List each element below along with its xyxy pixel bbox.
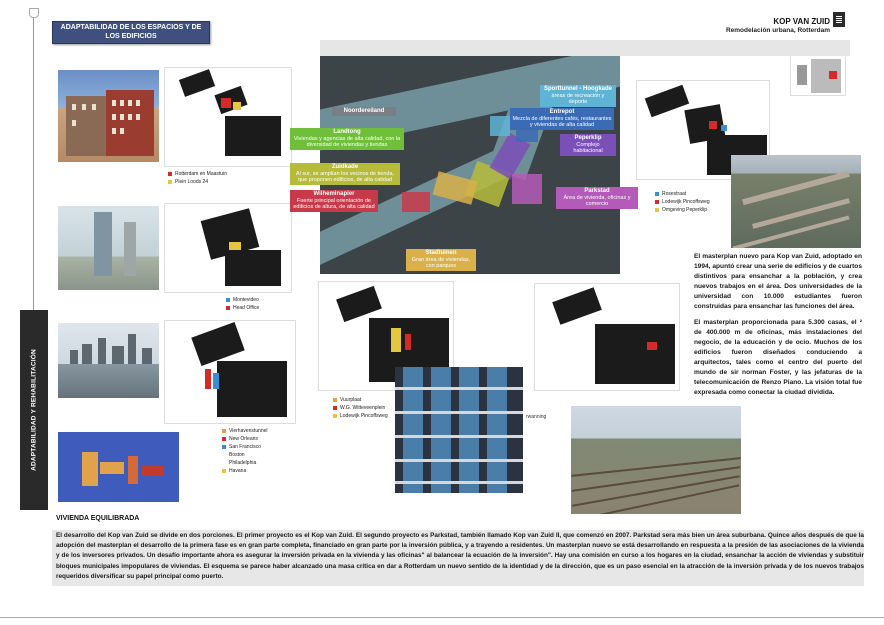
side-label: ADAPTABILIDAD Y REHABILITACIÓN [30, 349, 38, 471]
district-map-hotel [164, 67, 292, 167]
right-paragraph-1: El masterplan nuevo para Kop van Zuid, adoptado en 1994, apuntó crear una serie de edificios y de cuartos distintivos para ensanchar a la población, y crea nuevos trabajos en el área. Dos universidades de la universidad con 10.000 estudiantes fueron construidas para ensanchar las funciones del área. [694, 253, 862, 310]
map-tag-peperklip: Peperklip Complejo habitacional [560, 134, 616, 156]
map-tag-sporttunnel: Sporttunnel - Hoogkade áreas de recreación y deporte [540, 85, 616, 107]
header-band [320, 40, 850, 56]
legend-towers [226, 296, 306, 312]
project-title: KOP VAN ZUID [773, 17, 830, 26]
legend-right [655, 190, 735, 214]
section-title: ADAPTABILIDAD DE LOS ESPACIOS Y DE LOS EDIFICIOS [52, 21, 210, 44]
legend-item: Head Office [226, 304, 306, 312]
legend-item: Omgeving Peperklip [655, 206, 735, 214]
legend-item: Vuurplaat [333, 396, 403, 404]
district-map-middle-right [534, 283, 680, 391]
bottom-paragraph: El desarrollo del Kop van Zuid se divide en dos porciones. El primer proyecto es el Kop van Zuid. El segundo proyecto es Parkstad, también llamado Kop van Zuid II, que comenzó en 2007. Parkstad sera más bien un área suburbana. Quince años después de que la adopción del masterplan el desarrollo de la primera fase es en gran parte completa, financiado en gran parte por la inversión pública, y a trayendo a residentes. Un masterplan nuevo se está desarrollando en respuesta a la presión de las asociaciones de la vivienda y de los inversores privados. Un desafío importante ahora es asegurar la inversión privada en la vivienda y las oficinas" al balancear la ecuación de la inversión". Hay una comisión en curso a los hogares en la ciudad, ensanchar la acción de viviendas y substituir bloques municipales impopulares de viviendas. El esquema se parece haber alcanzado una masa crítica en dar a Rotterdam un nuevo sentido de la identidad y de la dirección, que es un paso esencial en la atracción de la inversión privada y de los nuevos trabajos requeridos diversificar su papel principal como puerto. [56, 532, 864, 580]
bottom-heading: VIVIENDA EQUILIBRADA [56, 515, 140, 522]
legend-item: W.G. Witteveenplein [333, 404, 403, 412]
legend-item: Boston [222, 451, 302, 459]
legend-middle [333, 396, 403, 420]
map-tag-noordereiland: Noordereiland [332, 107, 396, 116]
legend-item: New Orleans [222, 435, 302, 443]
apartment-building-photo [395, 367, 523, 493]
binder-ring [29, 8, 39, 18]
legend-item: Rosestraat [655, 190, 735, 198]
legend-item: Plein Loods 24 [168, 178, 248, 186]
district-map-towers [164, 203, 292, 293]
district-map-skyline [164, 320, 296, 424]
map-tag-entrepot: Entrepot Mezcla de diferentes cafés, restaurantes y viviendas de alta calidad [510, 108, 614, 130]
legend-hotel [168, 170, 248, 186]
side-rule [33, 18, 34, 310]
hotel-new-york-photo [58, 70, 159, 162]
legend-item: Rotterdam en Maastuin [168, 170, 248, 178]
right-paragraph-2: El masterplan proporcionada para 5.300 casas, el ² de 400.000 m de oficinas, más instalaciones del negocio, de la educación y de ocio. Muchos de los edificios fueron diseñados conduciendo a arquitectos, tales como el centro del puerto del mundo de sir norman Foster, y las jefaturas de la telecomunicación de Renzo Piano. La visión total fue expresada como conectar la ciudad dividida. [694, 319, 862, 396]
map-tag-wilheminapier: Wilheminapier Fuerte principal orientación de edificios de altura, de alta calidad [290, 190, 378, 212]
map-tag-stadtuinen: Stadtuinen Gran área de viviendas, con parques [406, 249, 476, 271]
legend-item: Montevideo [226, 296, 306, 304]
legend-item: Havana [222, 467, 302, 475]
cut-label: rwanning [526, 414, 547, 420]
side-label-bar [20, 310, 48, 510]
architectural-model-photo [58, 432, 179, 502]
footer-rule [0, 617, 884, 618]
legend-item: Philadelphia [222, 459, 302, 467]
high-rise-towers-photo [58, 206, 159, 290]
right-description [694, 252, 862, 404]
map-tag-parkstad: Parkstad Área de vivienda, oficinas y comercio [556, 187, 638, 209]
map-tag-landtong: Landtong Viviendas y agencias de alta calidad, con la diversidad de viviendas y tiendas [290, 128, 404, 150]
aerial-district-photo [731, 155, 861, 248]
legend-item: San Francisco [222, 443, 302, 451]
waterfront-skyline-photo [58, 323, 159, 398]
legend-item: Lodewijk Pincoffsweg [333, 412, 403, 420]
project-subtitle: Remodelación urbana, Rotterdam [725, 27, 830, 34]
document-icon [833, 12, 845, 27]
legend-item: Vierhavenstunnel [222, 427, 302, 435]
map-tag-zuidkade: Zuidkade Al sur, se amplían los vecinos de tienda, que proponen edificios, de alta calidad [290, 163, 400, 185]
legend-item: Lodewijk Pincoffsweg [655, 198, 735, 206]
rail-yard-photo [571, 406, 741, 514]
legend-skyline [222, 427, 302, 475]
